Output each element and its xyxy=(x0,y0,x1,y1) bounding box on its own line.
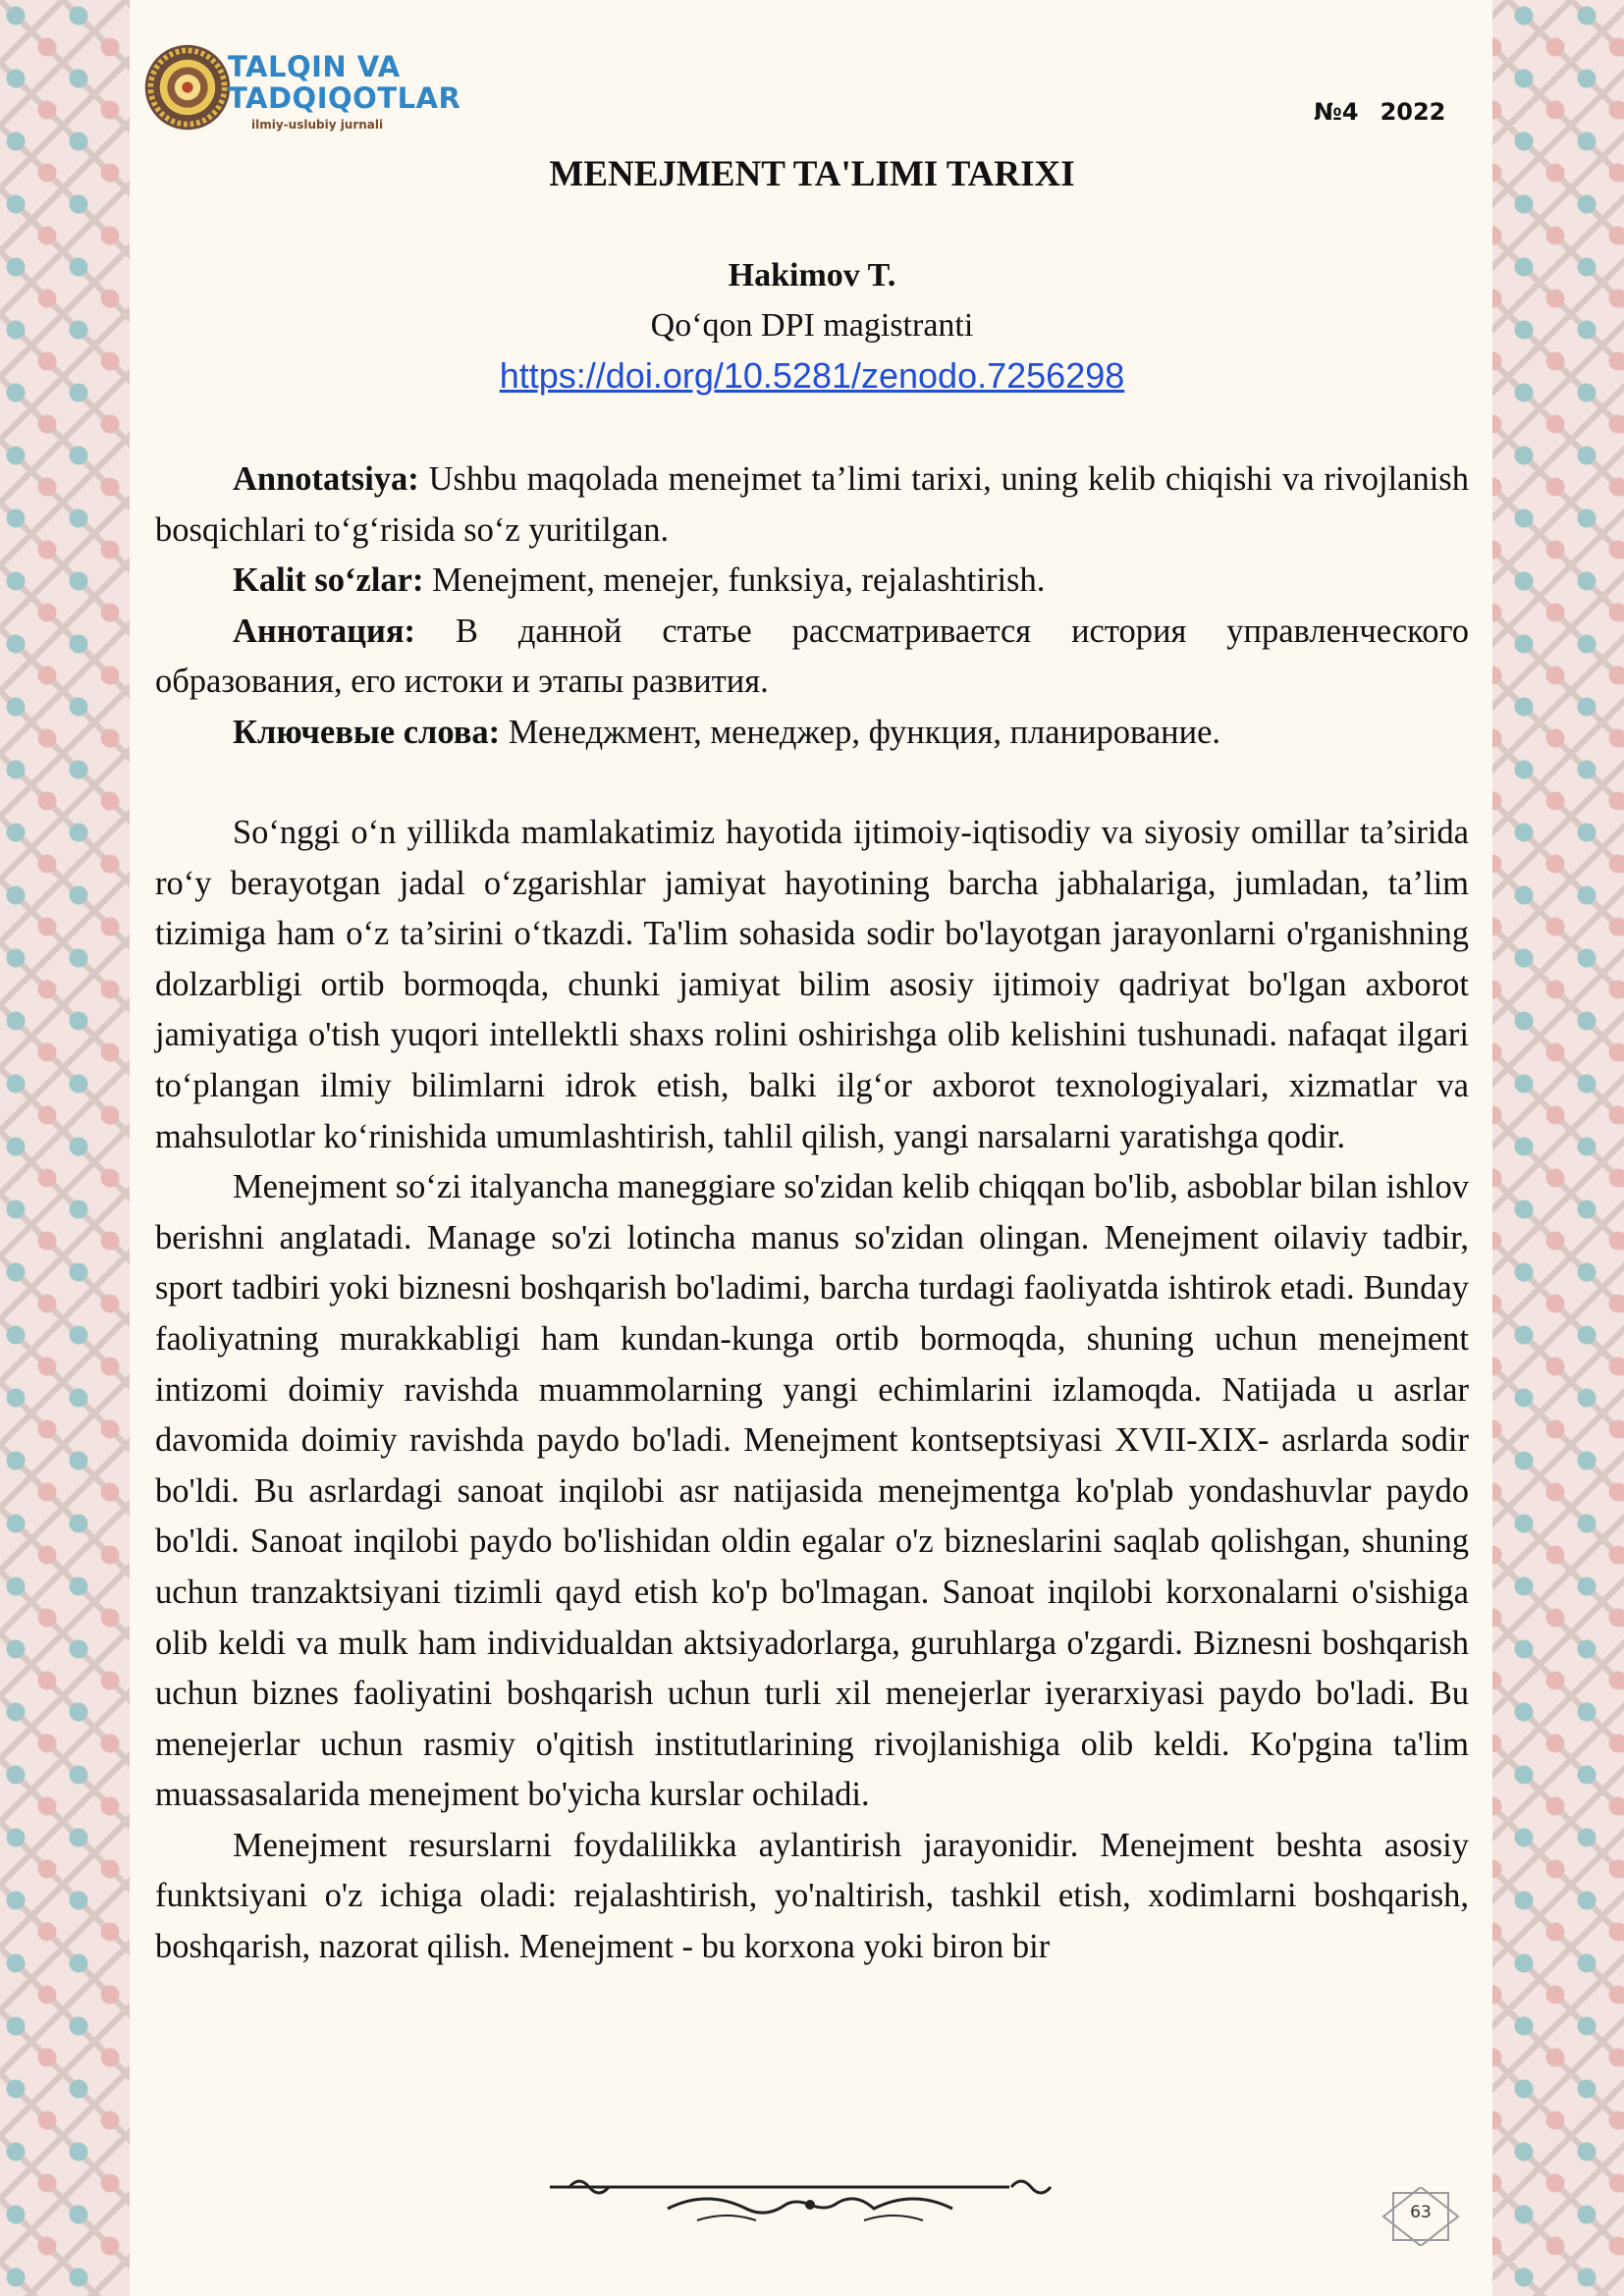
journal-subtitle: ilmiy-uslubiy jurnali xyxy=(251,118,384,132)
abstract-section xyxy=(155,454,1469,759)
annotation-ru-label: Аннотация: xyxy=(233,612,415,650)
footer-ornament-icon xyxy=(550,2165,1070,2234)
body-paragraph-1: So‘nggi o‘n yillikda mamlakatimiz hayotida ijtimoiy-iqtisodiy va siyosiy omillar ta’sirida ro‘y berayotgan jadal o‘zgarishlar jamiyat hayotining barcha jabhalariga, jumladan, ta’lim tizimiga ham o‘z ta’sirini o‘tkazdi. Ta'lim sohasida sodir bo'layotgan jarayonlarni o'rganishning dolzarbligi ortib bormoqda, chunki jamiyat bilim asosiy ijtimoiy qadriyat bo'lgan axborot jamiyatiga o'tish yuqori intellektli shaxs rolini oshirishga olib kelishini tushunadi. nafaqat ilgari to‘plangan ilmiy bilimlarni idrok etish, balki ilg‘or axborot texnologiyalari, xizmatlar va mahsulotlar ko‘rinishida umumlashtirish, tahlil qilish, yangi narsalarni yaratishga qodir. xyxy=(155,814,1469,1155)
body-paragraph-2: Menejment so‘zi italyancha maneggiare so'zidan kelib chiqqan bo'lib, asboblar bilan ishlov berishni anglatadi. Manage so'zi lotincha manus so'zidan olingan. Menejment oilaviy tadbir, sport tadbiri yoki biznesni boshqarish bo'ladimi, barcha turdagi faoliyatda ishtirok etadi. Bunday faoliyatning murakkabligi ham kundan-kunga ortib bormoqda, shuning uchun menejment intizomi doimiy ravishda muammolarning yangi echimlarini izlamoqda. Natijada u asrlar davomida doimiy ravishda paydo bo'ladi. Menejment kontseptsiyasi XVII-XIX- asrlarda sodir bo'ldi. Bu asrlardagi sanoat inqilobi asr natijasida menejmentga ko'plab yondashuvlar paydo bo'ldi. Sanoat inqilobi paydo bo'lishidan oldin egalar o'z bizneslarini saqlab qolishgan, shuning uchun tranzaktsiyani tizimli qayd etish ko'p bo'lmagan. Sanoat inqilobi korxonalarni o'sishiga olib keldi va mulk ham individualdan aktsiyadorlarga, guruhlarga o'zgardi. Biznesni boshqarish uchun biznes faoliyatini boshqarish uchun turli xil menejerlar iyerarxiyasi paydo bo'ladi. Bu menejerlar uchun rasmiy o'qitish institutlarining rivojlanishiga olib keldi. Ko'pgina ta'lim muassasalarida menejment bo'yicha kurslar ochiladi. xyxy=(155,1168,1469,1814)
annotation-uz-label: Annotatsiya: xyxy=(233,460,419,498)
keywords-uz xyxy=(155,556,1469,607)
annotation-uz-text: Ushbu maqolada menejmet ta’limi tarixi, uning kelib chiqishi va rivojlanish bosqichlari to‘g‘risida so‘z yuritilgan. xyxy=(155,460,1469,549)
keywords-ru xyxy=(155,708,1469,759)
logo-emblem-icon xyxy=(141,41,234,133)
article-author: Hakimov T. xyxy=(728,257,896,294)
doi-link[interactable]: https://doi.org/10.5281/zenodo.7256298 xyxy=(499,355,1125,396)
annotation-ru-text: В данной статье рассматривается история управленческого образования, его истоки и этапы развития. xyxy=(155,612,1469,701)
annotation-ru xyxy=(155,607,1469,708)
page-number: 63 xyxy=(1410,2203,1432,2222)
issue-info xyxy=(1314,98,1445,126)
keywords-ru-text: Менеджмент, менеджер, функция, планирование. xyxy=(500,713,1221,751)
journal-name-line1: TALQIN VA xyxy=(228,50,401,83)
issue-number: №4 xyxy=(1314,98,1359,126)
keywords-uz-text: Menejment, menejer, funksiya, rejalashtirish. xyxy=(423,561,1046,600)
author-affiliation: Qo‘qon DPI magistranti xyxy=(650,307,974,344)
keywords-uz-label: Kalit so‘zlar: xyxy=(233,561,424,600)
annotation-uz xyxy=(155,454,1469,556)
keywords-ru-label: Ключевые слова: xyxy=(233,713,501,751)
article-title: MENEJMENT TA'LIMI TARIXI xyxy=(549,154,1075,194)
issue-year: 2022 xyxy=(1380,98,1446,126)
body-paragraph-3: Menejment resurslarni foydalilikka aylantirish jarayonidir. Menejment beshta asosiy funktsiyani o'z ichiga oladi: rejalashtirish, yo'naltirish, tashkil etish, xodimlarni boshqarish, boshqarish, nazorat qilish. Menejment - bu korxona yoki biron bir xyxy=(155,1826,1469,1966)
journal-name-line2: TADQIQOTLAR xyxy=(228,81,461,115)
journal-logo xyxy=(141,41,465,139)
article-body xyxy=(155,808,1469,1973)
